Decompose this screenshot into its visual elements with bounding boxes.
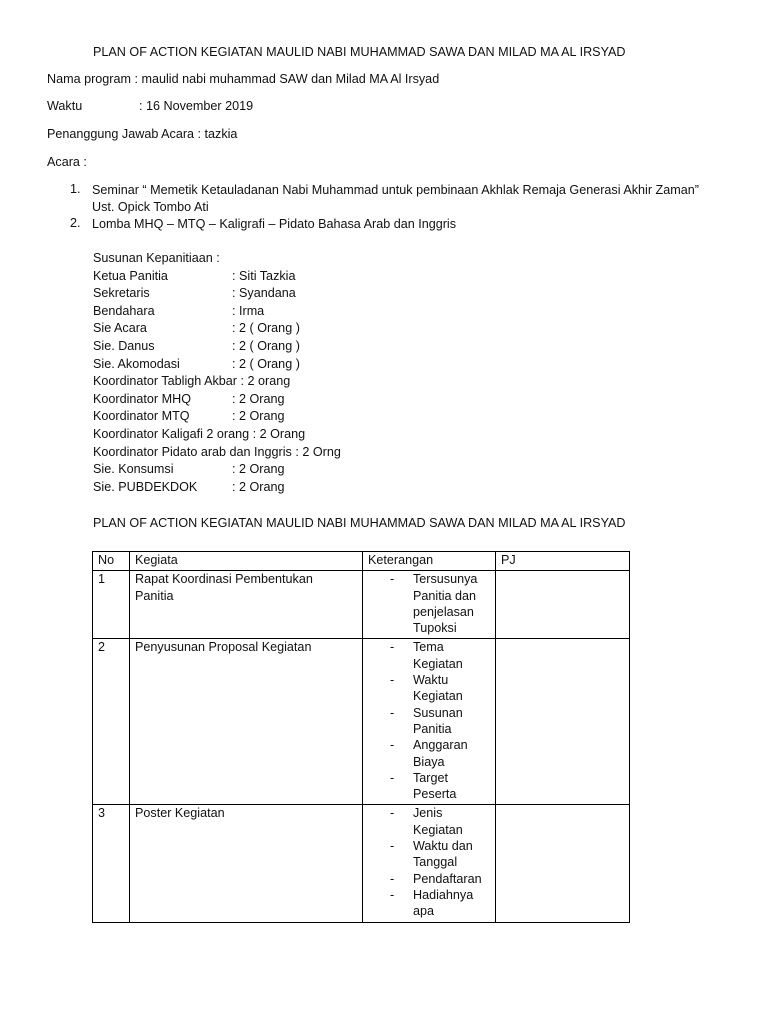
dash-bullet: - [390,673,395,688]
committee-value: : 2 Orang [232,462,285,477]
agenda-item-text [92,182,699,216]
committee-row [93,479,423,497]
table-row [93,571,630,639]
committee-row [93,408,423,426]
plan-of-action-table [92,551,630,923]
committee-role: Sie. Danus [93,338,155,353]
time-label: Waktu [47,99,83,113]
cell-kegiatan: Poster Kegiatan [130,805,363,922]
committee-row [93,391,423,409]
committee-role: Sie Acara [93,321,147,336]
committee-value: : Syandana [232,286,296,301]
committee-value: : 2 Orang [232,409,285,424]
dash-bullet: - [390,738,395,753]
committee-value: : 2 Orang [232,479,285,494]
program-name: Nama program : maulid nabi muhammad SAW dan Milad MA Al Irsyad [47,72,440,86]
keterangan-item: - Tersusunya Panitia dan penjelasan Tupoksi [390,572,478,636]
keterangan-list [368,805,495,919]
table-row [93,639,630,805]
cell-pj [496,805,630,922]
committee-value: : Siti Tazkia [232,268,296,283]
committee-row [93,444,423,462]
keterangan-list [368,571,495,636]
cell-keterangan [363,639,496,805]
committee-role: Sekretaris [93,286,150,301]
cell-no: 3 [93,805,130,922]
committee-row [93,426,423,444]
dash-bullet: - [390,806,395,821]
committee-row [93,338,423,356]
dash-bullet: - [390,871,395,886]
header-kegiatan: Kegiata [130,552,363,571]
keterangan-item: - Hadiahnya apa [390,887,474,919]
cell-kegiatan: Penyusunan Proposal Kegiatan [130,639,363,805]
agenda-item-line: Ust. Opick Tombo Ati [92,200,209,214]
agenda-item [70,216,750,234]
committee-row [93,285,423,303]
committee-row [93,461,423,479]
committee-role: Koordinator Tabligh Akbar : 2 orang [93,374,291,389]
cell-kegiatan [130,571,363,639]
agenda-item [70,182,750,218]
keterangan-item: - Jenis Kegiatan [390,806,463,837]
committee-row [93,356,423,374]
agenda-item-number: 2. [70,216,81,230]
header-keterangan: Keterangan [363,552,496,571]
agenda-item-text: Lomba MHQ – MTQ – Kaligrafi – Pidato Bahasa Arab dan Inggris [92,217,457,231]
committee-role: Koordinator Kaligafi 2 orang : 2 Orang [93,426,306,441]
agenda-item-number: 1. [70,182,81,196]
committee-value: : 2 ( Orang ) [232,321,300,336]
dash-bullet: - [390,572,395,587]
dash-bullet: - [390,770,395,785]
committee-value: : 2 ( Orang ) [232,338,300,353]
keterangan-item: - Tema Kegiatan [390,640,463,671]
committee-title: Susunan Kepanitiaan : [93,251,220,265]
time-value: : 16 November 2019 [139,99,254,113]
cell-keterangan [363,805,496,922]
keterangan-item: - Target Peserta [390,770,457,802]
header-pj: PJ [496,552,630,571]
committee-row [93,320,423,338]
table-title: PLAN OF ACTION KEGIATAN MAULID NABI MUHAMMAD SAWA DAN MILAD MA AL IRSYAD [93,516,626,530]
table-row [93,805,630,922]
committee-role: Ketua Panitia [93,268,168,283]
person-in-charge: Penanggung Jawab Acara : tazkia [47,127,238,141]
cell-keterangan [363,571,496,639]
dash-bullet: - [390,640,395,655]
header-no: No [93,552,130,571]
committee-value: : 2 Orang [232,391,285,406]
table-header-row [93,552,630,571]
cell-kegiatan-text: Rapat Koordinasi Pembentukan Panitia [135,572,313,603]
committee-role: Bendahara [93,303,155,318]
committee-row [93,268,423,286]
committee-role: Koordinator MTQ [93,409,190,424]
committee-role: Koordinator Pidato arab dan Inggris : 2 Orng [93,444,341,459]
cell-pj [496,639,630,805]
agenda-item-line: Seminar “ Memetik Ketauladanan Nabi Muhammad untuk pembinaan Akhlak Remaja Generasi Akhir Zaman” [92,183,699,197]
keterangan-item: - Susunan Panitia [390,705,463,736]
keterangan-list [368,639,495,802]
committee-row [93,303,423,321]
committee-role: Koordinator MHQ [93,391,191,406]
dash-bullet: - [390,887,395,902]
document-title: PLAN OF ACTION KEGIATAN MAULID NABI MUHAMMAD SAWA DAN MILAD MA AL IRSYAD [93,45,626,59]
committee-role: Sie. Akomodasi [93,356,180,371]
dash-bullet: - [390,705,395,720]
committee-role: Sie. Konsumsi [93,462,174,477]
cell-no: 1 [93,571,130,639]
keterangan-item: - Pendaftaran [390,871,482,886]
cell-pj [496,571,630,639]
cell-no: 2 [93,639,130,805]
committee-value: : 2 ( Orang ) [232,356,300,371]
agenda-label: Acara : [47,155,87,169]
committee-value: : Irma [232,303,265,318]
committee-list [93,250,423,496]
keterangan-item: - Waktu Kegiatan [390,673,463,704]
committee-row [93,373,423,391]
committee-role: Sie. PUBDEKDOK [93,479,198,494]
dash-bullet: - [390,839,395,854]
keterangan-item: - Anggaran Biaya [390,738,468,769]
keterangan-item: - Waktu dan Tanggal [390,839,473,870]
